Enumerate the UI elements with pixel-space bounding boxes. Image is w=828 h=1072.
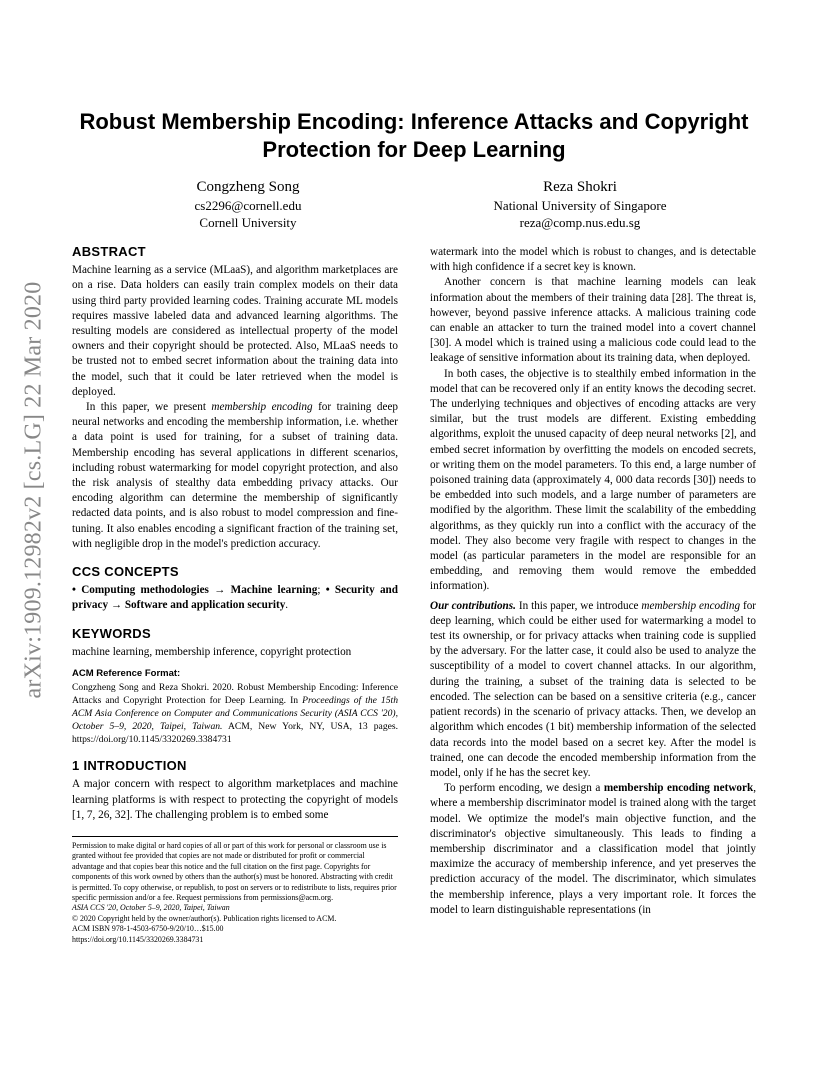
emphasis-text: membership encoding: [211, 401, 313, 414]
reference-format-text: [72, 681, 398, 746]
ccs-item: • Security and privacy → Software and application security: [72, 584, 398, 612]
abstract-paragraph: Machine learning as a service (MLaaS), and algorithm marketplaces are on a rise. Data holders can easily train complex models on their data using third party provided learning codes. Training accurate ML models requires massive labeled data and advanced learning algorithms. The resulting models are considered as intellectual property of the model owners and their copyright should be protected. Also, MLaaS needs to be trusted not to embed secret information about the training data into the model, such that it could be later retrieved when the model is deployed.: [72, 264, 398, 398]
abstract-heading: ABSTRACT: [72, 244, 146, 259]
keywords-heading: KEYWORDS: [72, 625, 151, 641]
author-email: cs2296@cornell.edu: [194, 198, 302, 213]
copyright-line: © 2020 Copyright held by the owner/author(s). Publication rights licensed to ACM.: [72, 913, 337, 923]
ccs-separator: ;: [317, 584, 326, 597]
text-span: In this paper, we introduce: [515, 599, 642, 612]
venue-line: ASIA CCS '20, October 5–9, 2020, Taipei, Taiwan: [72, 903, 230, 913]
text-span: ACM, New York, NY, USA, 13 pages. https://doi.org/10.1145/3320269.3384731: [72, 721, 399, 746]
author-name: Congzheng Song: [196, 179, 300, 195]
title-line-1: Robust Membership Encoding: Inference Attacks and Copyright: [79, 109, 749, 134]
author-affiliation: Cornell University: [199, 215, 297, 230]
introduction-heading: 1 INTRODUCTION: [72, 758, 187, 774]
author-affiliation: National University of Singapore: [493, 198, 667, 213]
text-span: To perform encoding, we design a: [444, 782, 604, 795]
permission-notice: Permission to make digital or hard copies of all or part of this work for personal or classroom use is granted without fee provided that copies are not made or distributed for profit or commercial advantage and that copies bear this notice and the full citation on the first page. Copyrights for components of this work owned by others than the author(s) must be honored. Abstracting with credit is permitted. To copy otherwise, or republish, to post on servers or to redistribute to lists, requires prior specific permission and/or a fee. Request permissions from permissions@acm.org.: [72, 841, 397, 903]
bold-text: membership encoding network: [603, 782, 754, 795]
body-paragraph: In both cases, the objective is to stealthily embed information in the model that can be recovered only if an entity knows the decoding secret. The underlying techniques and objectives of encoding attacks are very similar, but the trust models are different. Existing embedding algorithms, exploit the unused capacity of deep neural networks [2], and embed secret information by overfitting the models on encoded secrets, or writing them on the model parameters. To this end, a large number of poisoned training data (approximately 4, 000 data records [30]) needs to be embedded into such models, and a large number of parameters are modified by the algorithm. These limit the scalability of the embedding algorithms, as they quickly run into a conflict with the accuracy of the model. They also become very fragile with respect to changes in the model (as particular parameters in the model are responsible for an embedding, and removing them would remove the embedded information).: [430, 367, 756, 593]
isbn-line: ACM ISBN 978-1-4503-6750-9/20/10…$15.00: [72, 924, 224, 934]
contributions-heading: Our contributions.: [430, 599, 516, 612]
title-line-2: Protection for Deep Learning: [262, 137, 566, 162]
body-paragraph: watermark into the model which is robust to changes, and is detectable with high confidence if a secret key is known.: [430, 246, 756, 274]
text-span: Congzheng Song and Reza Shokri. 2020. Robust Membership Encoding: Inference Attacks and Copyright Protection for Deep Learning. In: [72, 682, 398, 707]
author-block-2: [460, 178, 700, 231]
text-span: for training deep neural networks and encoding the membership information, i.e. whether a data point is used for training, for a subset of training data. Membership encoding has several applications in different scenarios, including robust watermarking for model copyright protection, and also the risk analysis of stealthy data embedding privacy attacks. Our encoding algorithm can determine the membership of significantly redacted data points, and is also robust to model compression and fine-tuning. It also enables encoding a significant fraction of the training set, with negligible drop in the model's prediction accuracy.: [72, 401, 399, 550]
paper-title: [60, 108, 768, 164]
right-column: [430, 245, 756, 918]
emphasis-text: membership encoding: [641, 599, 741, 612]
keywords-text: machine learning, membership inference, copyright protection: [72, 645, 352, 658]
copyright-footnote: [72, 836, 398, 945]
author-block-1: [128, 178, 368, 231]
ccs-end: .: [285, 599, 289, 612]
contributions-paragraph: [430, 599, 756, 781]
left-column: [72, 238, 398, 823]
arxiv-stamp: [14, 280, 54, 700]
arxiv-stamp-text: arXiv:1909.12982v2 [cs.LG] 22 Mar 2020: [20, 281, 47, 699]
body-paragraph: Another concern is that machine learning models can leak information about the members of their training data [28]. The threat is, however, beyond passive inference attacks. A malicious training code can enable an attacker to turn the trained model into a covert channel [30]. A model which is trained using a malicious code could lead to the leakage of sensitive information about its training data, when deployed.: [430, 276, 756, 365]
text-span: In this paper, we present: [86, 401, 212, 414]
emphasis-text: Proceedings of the 15th ACM Asia Conference on Computer and Communications Security (ASIA CCS '20), October 5–9, 2020, Taipei, Taiwan.: [72, 695, 398, 733]
doi-line: https://doi.org/10.1145/3320269.3384731: [72, 934, 204, 944]
author-email: reza@comp.nus.edu.sg: [519, 215, 641, 230]
ccs-heading: CCS CONCEPTS: [72, 564, 179, 580]
introduction-paragraph: A major concern with respect to algorithm marketplaces and machine learning platforms is with respect to protecting the copyright of models [1, 7, 26, 32]. The challenging problem is to embed some: [72, 778, 398, 821]
abstract-paragraph: [72, 400, 398, 552]
text-span: for deep learning, which could be either used for watermarking a model to test its ownership, or for privacy attacks when training code is supplied by the adversary. For the latter case, it could also be used to analyze the susceptibility of a model to covert channel attacks. In our algorithm, during the training, a subset of the training data is selected to be encoded. The selection can be based on a sensitive criteria (e.g., cancer patient records) in the scenario of privacy attacks. Then, we develop an algorithm which encodes (1 bit) membership information of the selected data records into the model based on a secret key. After the model is trained, one can decode the encoded membership information from the model, only if he has the secret key.: [430, 599, 757, 779]
ccs-text: [72, 583, 398, 613]
author-name: Reza Shokri: [543, 179, 617, 195]
reference-format-heading: ACM Reference Format:: [72, 668, 181, 680]
body-paragraph: [430, 781, 756, 918]
ccs-item: • Computing methodologies → Machine learning: [72, 584, 318, 597]
text-span: , where a membership discriminator model is trained along with the target model. We optimize the model's main objective function, and the discriminator's objective simultaneously. This leads to finding a membership discriminator and a classification model that jointly maximize the accuracy of membership inference, and yet preserves the prediction accuracy of the model. The discriminator, which simulates the membership inference, plays a very important role. It forces the model to learn distinguishable representations (in: [430, 782, 756, 916]
